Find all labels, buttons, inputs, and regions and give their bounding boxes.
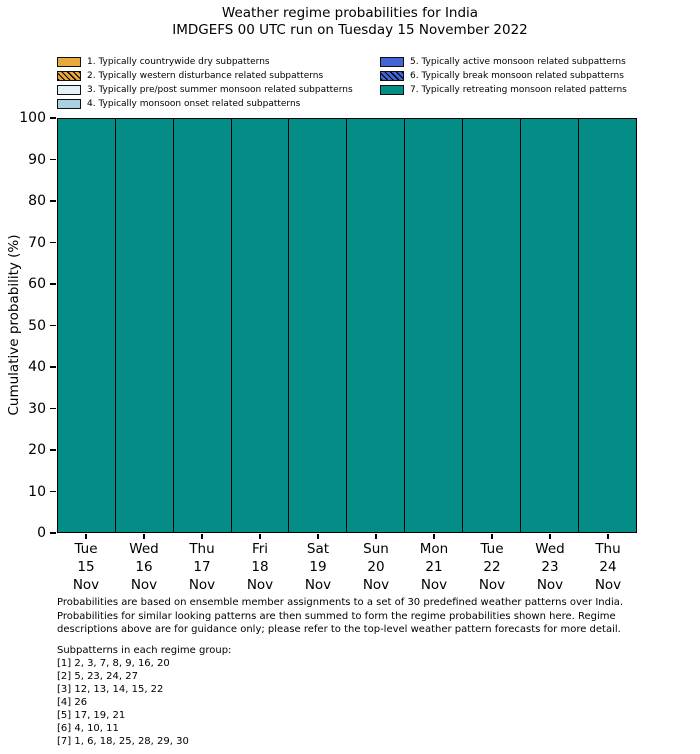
legend-column-right [380, 55, 627, 97]
subpatterns-line: [4] 26 [57, 697, 88, 708]
x-tick-mark [85, 534, 86, 539]
bar-segment-regime-7 [57, 118, 116, 533]
x-label-line: Sun [363, 541, 389, 557]
legend-label: 3. Typically pre/post summer monsoon related subpatterns [87, 85, 353, 95]
x-label-line: Nov [72, 577, 100, 593]
bar-thu-24-nov [578, 118, 637, 533]
x-label-sat-19-nov [289, 540, 347, 594]
legend-item [57, 69, 353, 83]
footer-note-line: Probabilities for similar looking patterns are then summed to form the regime probabilities shown here. Regime [57, 610, 616, 622]
bar-segment-regime-7 [173, 118, 232, 533]
x-label-line: 20 [367, 559, 385, 575]
legend-swatch-icon [57, 85, 81, 95]
y-tick-label: 80 [28, 193, 46, 209]
bar-segment-regime-7 [115, 118, 174, 533]
x-label-line: Nov [362, 577, 390, 593]
y-tick-mark [50, 449, 56, 450]
x-tick-cell [231, 534, 289, 539]
x-tick-cell [405, 534, 463, 539]
x-label-line: Wed [129, 541, 159, 557]
x-label-line: Nov [536, 577, 564, 593]
x-tick-mark [143, 534, 144, 539]
x-label-line: Tue [74, 541, 98, 557]
chart-title: Weather regime probabilities for India [221, 5, 479, 21]
x-label-line: Fri [251, 541, 269, 557]
legend-swatch-icon [57, 57, 81, 67]
legend-label: 1. Typically countrywide dry subpatterns [87, 57, 270, 67]
legend-item [380, 69, 627, 83]
legend-swatch-icon [57, 71, 81, 81]
y-tick-mark [50, 491, 56, 492]
x-label-line: Thu [595, 541, 621, 557]
y-tick-mark [50, 283, 56, 284]
footer-note [57, 596, 623, 637]
legend-item [380, 83, 627, 97]
x-label-line: Thu [189, 541, 215, 557]
legend-item [57, 97, 353, 111]
footer-note-line: Probabilities are based on ensemble member assignments to a set of 30 predefined weather patterns over India. [57, 597, 624, 608]
bar-segment-regime-7 [462, 118, 521, 533]
x-label-line: Nov [246, 577, 274, 593]
x-label-line: 19 [309, 559, 327, 575]
x-tick-mark [317, 534, 318, 539]
y-tick-mark [50, 242, 56, 243]
y-tick-label: 10 [28, 483, 46, 500]
subpatterns-line: [2] 5, 23, 24, 27 [57, 671, 138, 682]
legend-swatch-icon [57, 99, 81, 109]
x-label-thu-24-nov [579, 540, 637, 594]
x-label-line: Nov [304, 577, 332, 593]
legend-item [380, 55, 627, 69]
y-tick-label: 30 [28, 400, 46, 417]
legend-swatch-icon [380, 85, 404, 95]
bar-segment-regime-7 [578, 118, 637, 533]
x-label-line: 21 [425, 559, 443, 575]
x-label-line: 18 [251, 559, 269, 575]
x-tick-cell [463, 534, 521, 539]
y-tick-mark [50, 366, 56, 367]
x-label-line: 24 [599, 559, 617, 575]
x-label-line: Mon [419, 541, 449, 557]
legend-swatch-icon [380, 71, 404, 81]
x-tick-cell [173, 534, 231, 539]
subpatterns-header: Subpatterns in each regime group: [57, 645, 232, 656]
x-label-line: 17 [193, 559, 211, 575]
x-label-line: Nov [594, 577, 622, 593]
plot-area [57, 118, 637, 533]
subpatterns-line: [1] 2, 3, 7, 8, 9, 16, 20 [57, 658, 170, 669]
x-tick-mark [375, 534, 376, 539]
x-label-line: 23 [541, 559, 559, 575]
legend-label: 7. Typically retreating monsoon related patterns [410, 85, 627, 95]
y-tick-mark [50, 159, 56, 160]
subpatterns-line: [5] 17, 19, 21 [57, 710, 126, 721]
x-axis-ticks [57, 534, 637, 539]
bar-mon-21-nov [404, 118, 463, 533]
x-tick-mark [433, 534, 434, 539]
y-tick-label: 60 [28, 276, 46, 292]
x-axis-labels [57, 540, 637, 594]
bar-wed-16-nov [115, 118, 174, 533]
x-label-wed-23-nov [521, 540, 579, 594]
chart-title-block [0, 5, 700, 39]
y-tick-mark [50, 325, 56, 326]
x-label-line: Wed [535, 541, 565, 557]
legend-label: 2. Typically western disturbance related subpatterns [87, 71, 324, 81]
bar-sun-20-nov [346, 118, 405, 533]
x-tick-cell [115, 534, 173, 539]
bar-thu-17-nov [173, 118, 232, 533]
x-label-tue-22-nov [463, 540, 521, 594]
y-tick-mark [50, 200, 56, 201]
y-tick-label: 20 [28, 442, 46, 458]
y-tick-label: 90 [28, 151, 46, 168]
legend-column-left [57, 55, 353, 111]
x-tick-mark [549, 534, 550, 539]
y-tick-label: 50 [28, 317, 46, 334]
subpatterns-line: [3] 12, 13, 14, 15, 22 [57, 684, 164, 695]
legend-swatch-icon [380, 57, 404, 67]
bar-fri-18-nov [231, 118, 290, 533]
legend-item [57, 55, 353, 69]
x-label-line: 22 [483, 559, 501, 575]
bar-segment-regime-7 [231, 118, 290, 533]
y-axis-title: Cumulative probability (%) [6, 234, 22, 416]
bar-tue-22-nov [462, 118, 521, 533]
x-tick-mark [259, 534, 260, 539]
x-label-mon-21-nov [405, 540, 463, 594]
x-tick-cell [57, 534, 115, 539]
footer-note-line: descriptions above are for guidance only; please refer to the top-level weather pattern forecasts for more detail. [57, 624, 621, 635]
x-label-line: Sat [306, 541, 330, 557]
x-label-line: 16 [135, 559, 153, 575]
legend-label: 4. Typically monsoon onset related subpatterns [87, 99, 301, 109]
chart-subtitle: IMDGEFS 00 UTC run on Tuesday 15 November 2022 [172, 22, 528, 38]
y-tick-mark [50, 532, 56, 533]
x-label-line: Nov [420, 577, 448, 593]
legend-label: 5. Typically active monsoon related subpatterns [410, 57, 626, 67]
x-label-wed-16-nov [115, 540, 173, 594]
bar-sat-19-nov [288, 118, 347, 533]
y-tick-label: 0 [37, 525, 46, 541]
x-label-sun-20-nov [347, 540, 405, 594]
x-tick-cell [289, 534, 347, 539]
x-tick-mark [201, 534, 202, 539]
bar-wed-23-nov [520, 118, 579, 533]
x-label-line: Nov [478, 577, 506, 593]
x-label-fri-18-nov [231, 540, 289, 594]
x-tick-cell [521, 534, 579, 539]
x-tick-cell [347, 534, 405, 539]
subpatterns-line: [6] 4, 10, 11 [57, 723, 119, 734]
y-tick-label: 70 [28, 234, 46, 251]
legend-item [57, 83, 353, 97]
y-tick-mark [50, 408, 56, 409]
x-tick-mark [607, 534, 608, 539]
y-tick-label: 100 [19, 110, 46, 126]
bar-segment-regime-7 [346, 118, 405, 533]
subpatterns-list [57, 644, 231, 748]
y-tick-label: 40 [28, 359, 46, 375]
x-label-line: Nov [188, 577, 216, 593]
bar-tue-15-nov [57, 118, 116, 533]
x-tick-cell [579, 534, 637, 539]
x-label-tue-15-nov [57, 540, 115, 594]
legend-label: 6. Typically break monsoon related subpatterns [410, 71, 624, 81]
x-label-line: Tue [480, 541, 504, 557]
bar-segment-regime-7 [520, 118, 579, 533]
x-tick-mark [491, 534, 492, 539]
x-label-line: Nov [130, 577, 158, 593]
bar-segment-regime-7 [288, 118, 347, 533]
subpatterns-line: [7] 1, 6, 18, 25, 28, 29, 30 [57, 736, 189, 747]
x-label-line: 15 [77, 559, 95, 575]
y-tick-mark [50, 117, 56, 118]
bar-segment-regime-7 [404, 118, 463, 533]
x-label-thu-17-nov [173, 540, 231, 594]
